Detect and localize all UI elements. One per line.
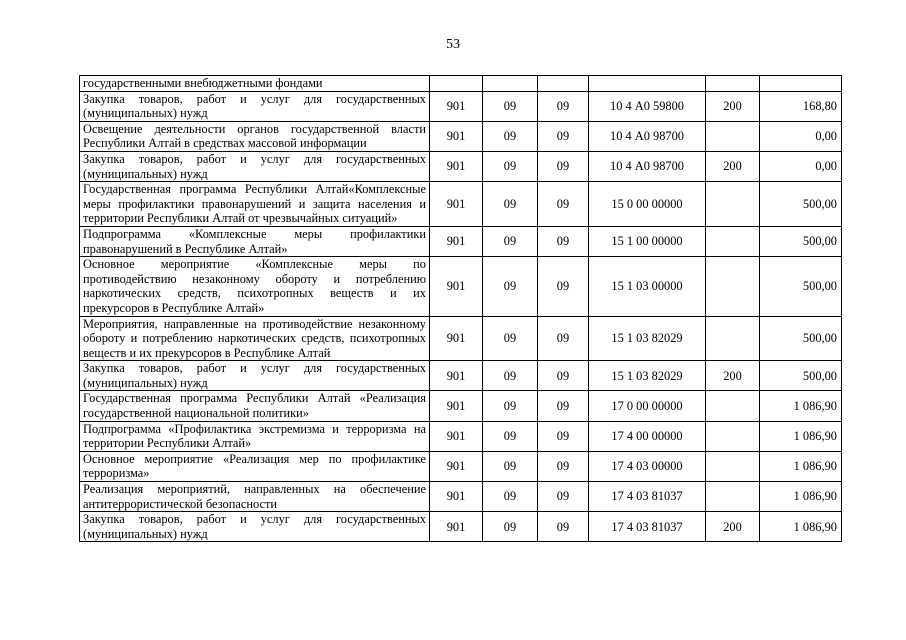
- cell-razdel: 09: [483, 391, 538, 421]
- cell-podrazdel: 09: [538, 121, 589, 151]
- cell-grbs: 901: [430, 91, 483, 121]
- table-row: [80, 91, 842, 121]
- cell-csr: 10 4 А0 98700: [589, 151, 706, 181]
- cell-vr: [706, 76, 760, 92]
- cell-grbs: 901: [430, 451, 483, 481]
- page-number: 53: [446, 37, 460, 52]
- budget-table: [79, 75, 842, 542]
- cell-razdel: [483, 76, 538, 92]
- cell-name: Основное мероприятие «Реализация мер по профилактике терроризма»: [80, 451, 430, 481]
- table-row: [80, 182, 842, 227]
- cell-name: Подпрограмма «Профилактика экстремизма и терроризма на территории Республики Алтай»: [80, 421, 430, 451]
- table-row: [80, 151, 842, 181]
- cell-razdel: 09: [483, 421, 538, 451]
- cell-grbs: 901: [430, 391, 483, 421]
- cell-vr: [706, 482, 760, 512]
- cell-grbs: [430, 76, 483, 92]
- cell-name: государственными внебюджетными фондами: [80, 76, 430, 92]
- cell-sum: 500,00: [760, 316, 842, 361]
- cell-sum: 1 086,90: [760, 512, 842, 542]
- cell-sum: 1 086,90: [760, 451, 842, 481]
- cell-grbs: 901: [430, 151, 483, 181]
- cell-podrazdel: 09: [538, 512, 589, 542]
- cell-sum: 500,00: [760, 361, 842, 391]
- table-row: [80, 391, 842, 421]
- cell-sum: 1 086,90: [760, 482, 842, 512]
- cell-csr: 15 1 03 82029: [589, 316, 706, 361]
- cell-podrazdel: 09: [538, 91, 589, 121]
- cell-vr: [706, 391, 760, 421]
- cell-razdel: 09: [483, 91, 538, 121]
- cell-csr: 10 4 А0 59800: [589, 91, 706, 121]
- cell-vr: [706, 316, 760, 361]
- cell-csr: 15 1 03 00000: [589, 257, 706, 316]
- cell-vr: [706, 451, 760, 481]
- cell-podrazdel: [538, 76, 589, 92]
- cell-sum: 500,00: [760, 257, 842, 316]
- table-row: [80, 76, 842, 92]
- cell-podrazdel: 09: [538, 257, 589, 316]
- cell-grbs: 901: [430, 226, 483, 256]
- cell-grbs: 901: [430, 361, 483, 391]
- cell-grbs: 901: [430, 182, 483, 227]
- cell-sum: 500,00: [760, 182, 842, 227]
- cell-vr: 200: [706, 91, 760, 121]
- cell-razdel: 09: [483, 316, 538, 361]
- cell-csr: 10 4 А0 98700: [589, 121, 706, 151]
- cell-grbs: 901: [430, 121, 483, 151]
- cell-podrazdel: 09: [538, 226, 589, 256]
- cell-podrazdel: 09: [538, 482, 589, 512]
- cell-csr: 15 1 03 82029: [589, 361, 706, 391]
- cell-razdel: 09: [483, 257, 538, 316]
- cell-csr: 17 0 00 00000: [589, 391, 706, 421]
- cell-name: Государственная программа Республики Алтай«Комплексные меры профилактики правонарушений и защита населения и территории Республики Алтай от чрезвычайных ситуаций»: [80, 182, 430, 227]
- cell-name: Реализация мероприятий, направленных на обеспечение антитеррористической безопасности: [80, 482, 430, 512]
- cell-razdel: 09: [483, 451, 538, 481]
- cell-name: Государственная программа Республики Алтай «Реализация государственной национальной политики»: [80, 391, 430, 421]
- table-row: [80, 226, 842, 256]
- cell-csr: 15 1 00 00000: [589, 226, 706, 256]
- table-row: [80, 121, 842, 151]
- table-row: [80, 361, 842, 391]
- cell-name: Закупка товаров, работ и услуг для государственных (муниципальных) нужд: [80, 512, 430, 542]
- cell-grbs: 901: [430, 257, 483, 316]
- table-row: [80, 316, 842, 361]
- cell-name: Основное мероприятие «Комплексные меры по противодействию незаконному обороту и потреблению наркотических средств, психотропных веществ и их прекурсоров в Республике Алтай»: [80, 257, 430, 316]
- cell-podrazdel: 09: [538, 182, 589, 227]
- cell-name: Подпрограмма «Комплексные меры профилактики правонарушений в Республике Алтай»: [80, 226, 430, 256]
- cell-podrazdel: 09: [538, 391, 589, 421]
- cell-name: Закупка товаров, работ и услуг для государственных (муниципальных) нужд: [80, 361, 430, 391]
- cell-name: Освещение деятельности органов государственной власти Республики Алтай в средствах массовой информации: [80, 121, 430, 151]
- cell-sum: 500,00: [760, 226, 842, 256]
- cell-podrazdel: 09: [538, 151, 589, 181]
- cell-csr: 15 0 00 00000: [589, 182, 706, 227]
- cell-name: Мероприятия, направленные на противодействие незаконному обороту и потреблению наркотических средств, психотропных веществ и их прекурсоров в Республике Алтай: [80, 316, 430, 361]
- cell-vr: 200: [706, 151, 760, 181]
- cell-razdel: 09: [483, 182, 538, 227]
- cell-podrazdel: 09: [538, 361, 589, 391]
- cell-grbs: 901: [430, 512, 483, 542]
- budget-table-body: [80, 76, 842, 542]
- cell-sum: 168,80: [760, 91, 842, 121]
- cell-grbs: 901: [430, 316, 483, 361]
- cell-vr: [706, 421, 760, 451]
- table-row: [80, 421, 842, 451]
- cell-csr: 17 4 00 00000: [589, 421, 706, 451]
- cell-vr: [706, 182, 760, 227]
- cell-podrazdel: 09: [538, 316, 589, 361]
- cell-razdel: 09: [483, 151, 538, 181]
- cell-razdel: 09: [483, 512, 538, 542]
- cell-name: Закупка товаров, работ и услуг для государственных (муниципальных) нужд: [80, 151, 430, 181]
- cell-vr: 200: [706, 512, 760, 542]
- table-row: [80, 451, 842, 481]
- table-row: [80, 482, 842, 512]
- cell-vr: [706, 121, 760, 151]
- cell-grbs: 901: [430, 421, 483, 451]
- cell-sum: 0,00: [760, 121, 842, 151]
- cell-razdel: 09: [483, 482, 538, 512]
- cell-sum: 0,00: [760, 151, 842, 181]
- cell-razdel: 09: [483, 226, 538, 256]
- cell-vr: [706, 226, 760, 256]
- cell-vr: [706, 257, 760, 316]
- cell-name: Закупка товаров, работ и услуг для государственных (муниципальных) нужд: [80, 91, 430, 121]
- table-row: [80, 512, 842, 542]
- cell-csr: [589, 76, 706, 92]
- cell-razdel: 09: [483, 121, 538, 151]
- cell-vr: 200: [706, 361, 760, 391]
- cell-csr: 17 4 03 81037: [589, 482, 706, 512]
- cell-csr: 17 4 03 81037: [589, 512, 706, 542]
- cell-podrazdel: 09: [538, 421, 589, 451]
- table-row: [80, 257, 842, 316]
- cell-sum: 1 086,90: [760, 421, 842, 451]
- cell-csr: 17 4 03 00000: [589, 451, 706, 481]
- cell-sum: 1 086,90: [760, 391, 842, 421]
- cell-podrazdel: 09: [538, 451, 589, 481]
- cell-grbs: 901: [430, 482, 483, 512]
- cell-razdel: 09: [483, 361, 538, 391]
- cell-sum: [760, 76, 842, 92]
